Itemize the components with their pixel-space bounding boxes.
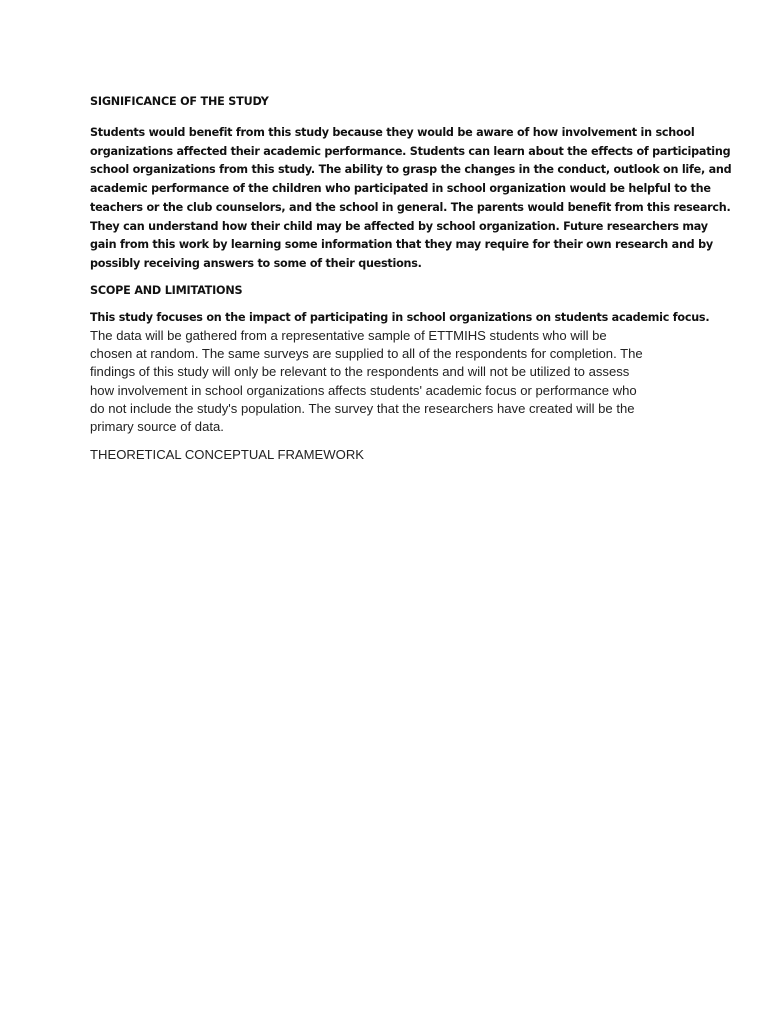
section-heading-significance: SIGNIFICANCE OF THE STUDY — [90, 95, 269, 108]
paragraph-line: chosen at random. The same surveys are supplied to all of the respondents for completion. The — [90, 345, 643, 361]
document-page — [90, 94, 732, 464]
scope-paragraph — [90, 309, 710, 437]
section-heading-framework: THEORETICAL CONCEPTUAL FRAMEWORK — [90, 447, 365, 463]
significance-paragraph — [90, 124, 732, 274]
paragraph-line: school organizations from this study. The ability to grasp the changes in the conduct, outlook on life, and — [90, 163, 732, 177]
paragraph-line: primary source of data. — [90, 419, 224, 435]
paragraph-line: organizations affected their academic performance. Students can learn about the effects of participating — [90, 144, 731, 158]
section-heading-scope: SCOPE AND LIMITATIONS — [90, 283, 243, 297]
paragraph-line: Students would benefit from this study because they would be aware of how involvement in school — [90, 126, 695, 139]
paragraph-line: teachers or the club counselors, and the school in general. The parents would benefit from this research. — [90, 200, 731, 214]
paragraph-line: They can understand how their child may be affected by school organization. Future researchers may — [90, 219, 708, 233]
paragraph-line: findings of this study will only be relevant to the respondents and will not be utilized to assess — [90, 364, 630, 380]
paragraph-line: This study focuses on the impact of participating in school organizations on students academic focus. — [90, 310, 710, 324]
paragraph-line: how involvement in school organizations affects students' academic focus or performance who — [90, 382, 637, 398]
paragraph-line: The data will be gathered from a representative sample of ETTMIHS students who will be — [90, 327, 607, 343]
paragraph-line: gain from this work by learning some information that they may require for their own research and by — [90, 238, 713, 252]
paragraph-line: academic performance of the children who participated in school organization would be helpful to the — [90, 182, 711, 196]
paragraph-line: do not include the study's population. The survey that the researchers have created will be the — [90, 400, 635, 416]
paragraph-line: possibly receiving answers to some of their questions. — [90, 256, 422, 270]
